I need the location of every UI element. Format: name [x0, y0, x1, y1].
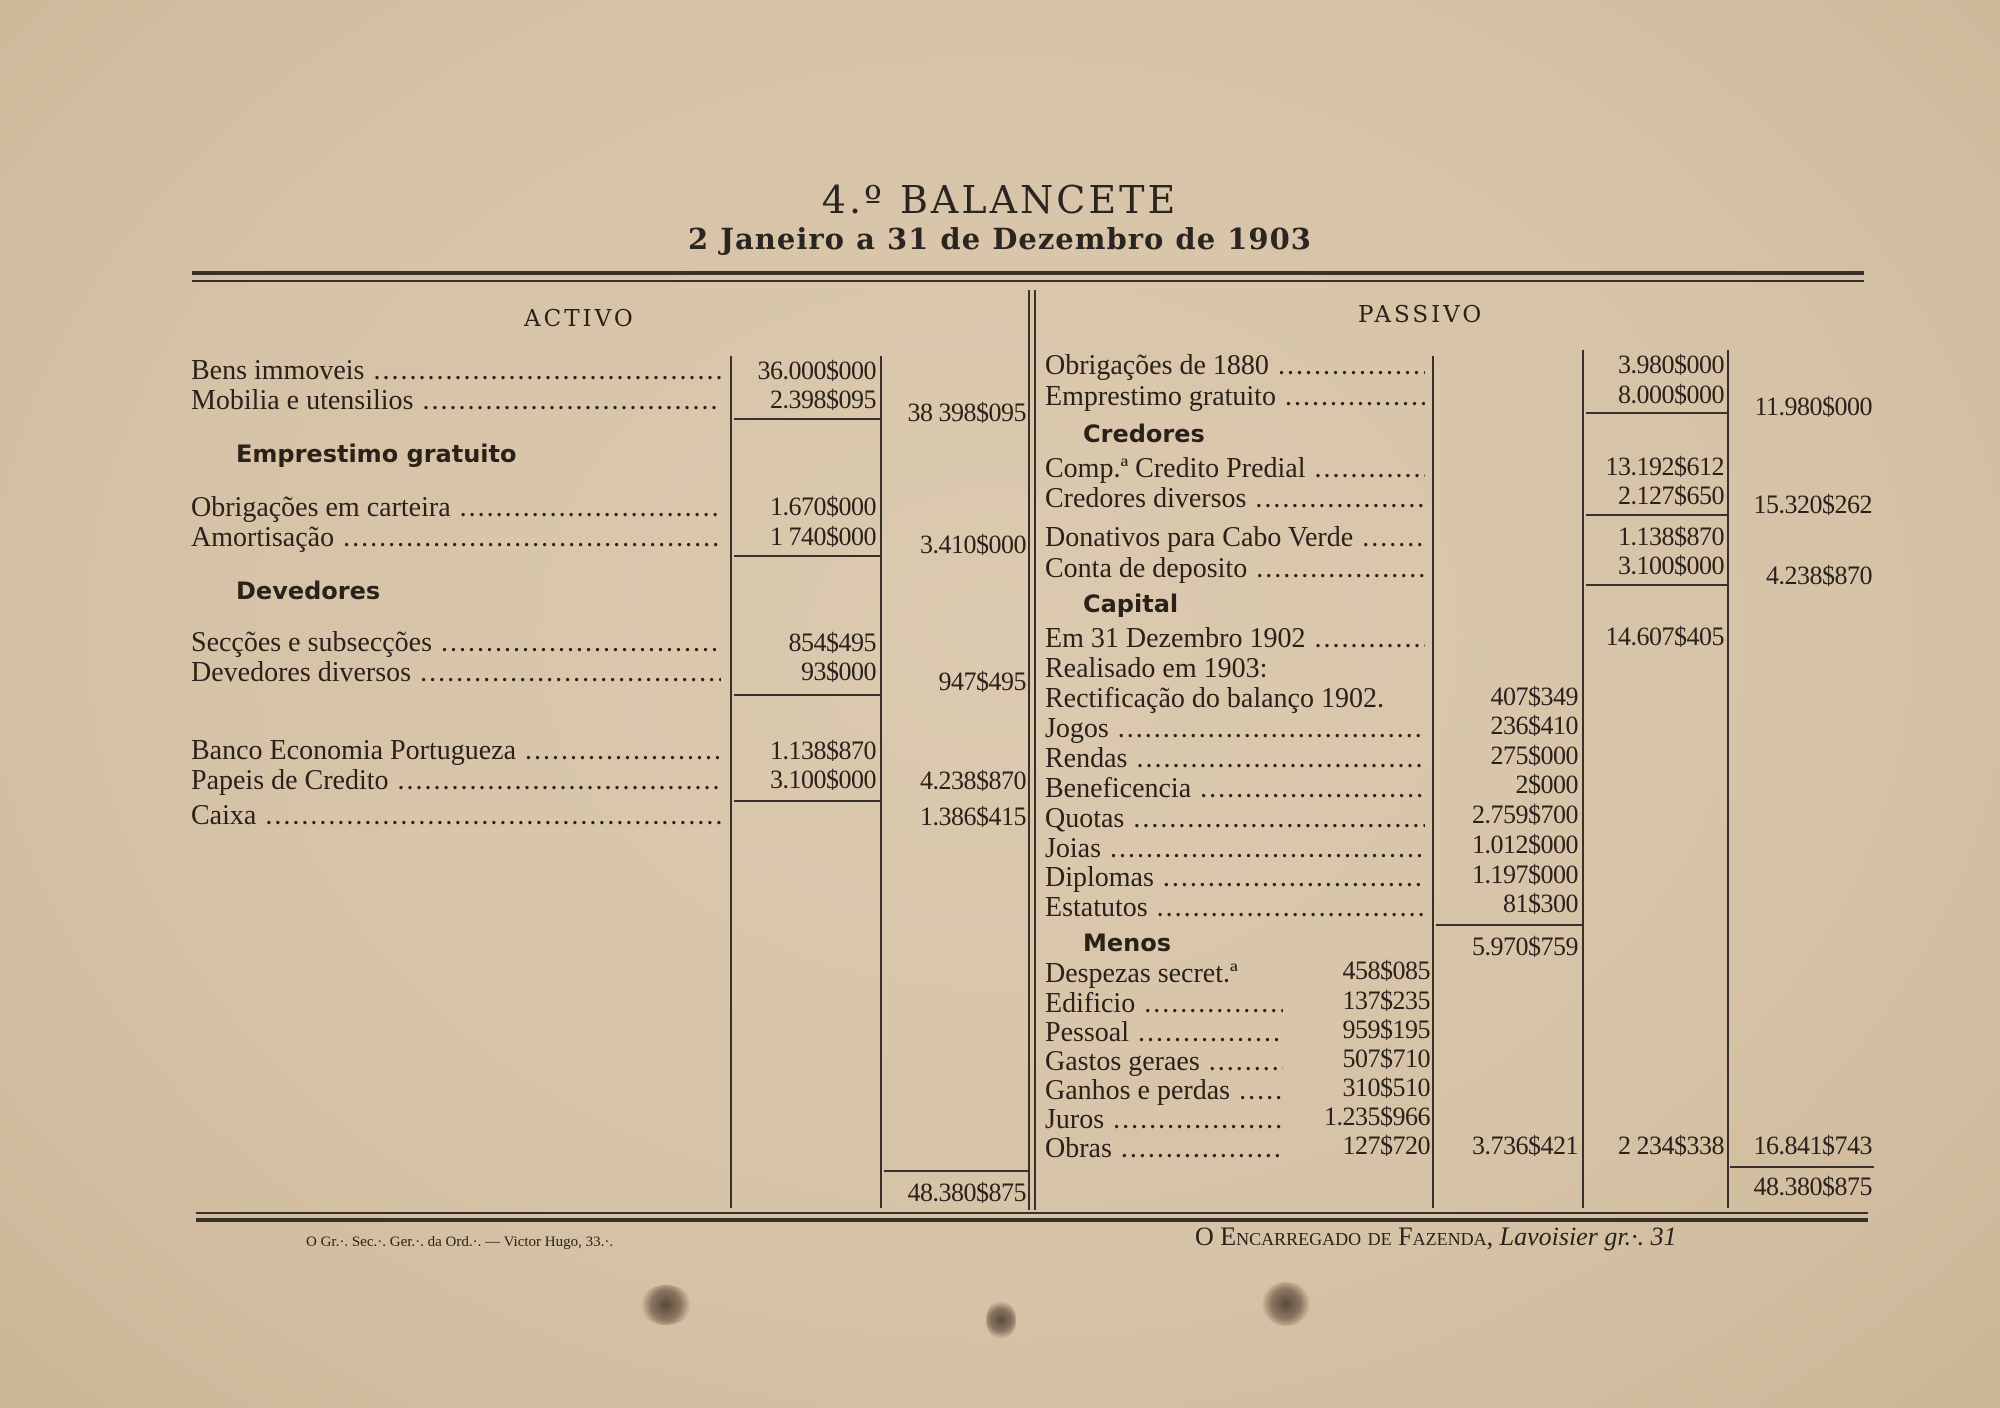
passivo-value-a: 1.235$966 [1324, 1102, 1430, 1131]
passivo-label: Obras ..... [1045, 1133, 1283, 1165]
passivo-value-c: 8.000$000 [1618, 380, 1724, 409]
passivo-label: Credores diversos ..... [1045, 483, 1425, 515]
footer-role: O Encarregado de Fazenda, [1195, 1222, 1494, 1251]
passivo-label: Obrigações de 1880 ..... [1045, 350, 1425, 382]
passivo-label: Quotas ..... [1045, 803, 1425, 835]
activo-label: Caixa ..... [191, 800, 721, 832]
activo-section-heading: Devedores [236, 577, 381, 605]
activo-label: Papeis de Credito ..... [191, 765, 721, 797]
passivo-section-heading: Credores [1083, 420, 1205, 448]
page-title: 4.º BALANCETE [821, 178, 1179, 222]
activo-sum-rule [734, 800, 880, 802]
passivo-value-b: 236$410 [1490, 711, 1578, 740]
activo-sum-rule [734, 694, 880, 696]
center-divider-1 [1028, 290, 1030, 1210]
binding-hole [1262, 1282, 1310, 1326]
footer-signature: Lavoisier gr.·. 31 [1499, 1222, 1677, 1251]
top-rule-thin [192, 280, 1864, 282]
passivo-value-c: 1.138$870 [1618, 522, 1724, 551]
passivo-label: Rectificação do balanço 1902. [1045, 683, 1384, 714]
passivo-value-c: 13.192$612 [1605, 452, 1724, 481]
passivo-label: Edificio ..... [1045, 988, 1283, 1020]
activo-value-a: 93$000 [801, 657, 876, 686]
passivo-label: Donativos para Cabo Verde ..... [1045, 522, 1425, 554]
passivo-label: Rendas ..... [1045, 743, 1425, 775]
passivo-sum-rule [1436, 924, 1582, 926]
passivo-sum-rule [1586, 412, 1728, 414]
activo-value-a: 3.100$000 [770, 765, 876, 794]
activo-value-b: 4.238$870 [920, 766, 1026, 795]
passivo-value-c: 2.127$650 [1618, 481, 1724, 510]
center-divider-2 [1034, 290, 1036, 1210]
top-rule [192, 271, 1864, 275]
passivo-heading: PASSIVO [1358, 302, 1485, 328]
activo-value-b: 38 398$095 [907, 398, 1026, 427]
passivo-value-b: 2.759$700 [1472, 800, 1578, 829]
passivo-value-a: 458$085 [1342, 956, 1430, 985]
passivo-value-b: 407$349 [1490, 682, 1578, 711]
activo-value-a: 36.000$000 [757, 356, 876, 385]
activo-value-b: 1.386$415 [920, 802, 1026, 831]
binding-hole [640, 1285, 692, 1325]
footer-signature-line [1195, 1222, 1677, 1252]
passivo-value-b: 1.197$000 [1472, 860, 1578, 889]
activo-value-b: 947$495 [938, 667, 1026, 696]
page-subtitle: 2 Janeiro a 31 de Dezembro de 1903 [688, 222, 1312, 256]
activo-sum-rule [734, 418, 880, 420]
passivo-value-d: 4.238$870 [1766, 561, 1872, 590]
passivo-value-c: 14.607$405 [1605, 622, 1724, 651]
passivo-label: Joias ..... [1045, 833, 1425, 865]
passivo-label: Realisado em 1903: [1045, 653, 1268, 684]
footer-address: O Gr.·. Sec.·. Ger.·. da Ord.·. — Victor Hugo, 33.·. [306, 1234, 614, 1250]
activo-value-a: 1.138$870 [770, 736, 876, 765]
activo-value-a: 2.398$095 [770, 385, 876, 414]
passivo-value-a: 127$720 [1342, 1131, 1430, 1160]
activo-value-a: 1 740$000 [770, 522, 876, 551]
passivo-value-a: 959$195 [1342, 1015, 1430, 1044]
passivo-label: Estatutos ..... [1045, 892, 1425, 924]
passivo-section-heading: Menos [1083, 929, 1172, 957]
passivo-value-c: 3.980$000 [1618, 350, 1724, 379]
activo-label: Banco Economia Portugueza ..... [191, 735, 721, 767]
activo-label: Mobilia e utensilios ..... [191, 385, 721, 417]
activo-label: Bens immoveis ..... [191, 355, 721, 387]
passivo-label: Em 31 Dezembro 1902 ..... [1045, 623, 1425, 655]
activo-heading: ACTIVO [524, 306, 636, 332]
passivo-sum-rule [1586, 514, 1728, 516]
passivo-value-a: 137$235 [1342, 986, 1430, 1015]
binding-hole [986, 1300, 1016, 1340]
passivo-value-b: 3.736$421 [1472, 1131, 1578, 1160]
activo-label: Amortisação ..... [191, 522, 721, 554]
passivo-value-a: 507$710 [1342, 1044, 1430, 1073]
passivo-value-c: 2 234$338 [1618, 1131, 1724, 1160]
passivo-label: Beneficencia ..... [1045, 773, 1425, 805]
passivo-label: Ganhos e perdas ..... [1045, 1075, 1283, 1107]
passivo-label: Despezas secret.ª [1045, 958, 1238, 989]
passivo-label: Gastos geraes ..... [1045, 1046, 1283, 1078]
passivo-label: Comp.ª Credito Predial ..... [1045, 453, 1425, 485]
activo-value-a: 1.670$000 [770, 492, 876, 521]
passivo-value-b: 1.012$000 [1472, 830, 1578, 859]
passivo-subtotal: 5.970$759 [1472, 932, 1578, 961]
passivo-value-a: 310$510 [1342, 1073, 1430, 1102]
passivo-total: 48.380$875 [1753, 1172, 1872, 1201]
passivo-value-b: 81$300 [1503, 889, 1578, 918]
activo-value-b: 3.410$000 [920, 530, 1026, 559]
activo-section-heading: Emprestimo gratuito [236, 440, 517, 468]
passivo-sum-rule [1586, 584, 1728, 586]
passivo-label: Pessoal ..... [1045, 1017, 1283, 1049]
passivo-label: Diplomas ..... [1045, 862, 1425, 894]
passivo-value-d: 11.980$000 [1754, 392, 1872, 421]
activo-sum-rule [734, 555, 880, 557]
activo-value-a: 854$495 [788, 628, 876, 657]
passivo-value-d: 15.320$262 [1753, 490, 1872, 519]
activo-label: Secções e subsecções ..... [191, 627, 721, 659]
passivo-value-b: 2$000 [1515, 770, 1578, 799]
passivo-value-d: 16.841$743 [1753, 1131, 1872, 1160]
activo-label: Devedores diversos ..... [191, 657, 721, 689]
passivo-label: Emprestimo gratuito ..... [1045, 381, 1425, 413]
passivo-value-b: 275$000 [1490, 741, 1578, 770]
activo-label: Obrigações em carteira ..... [191, 492, 721, 524]
passivo-section-heading: Capital [1083, 590, 1179, 618]
activo-total: 48.380$875 [907, 1178, 1026, 1207]
passivo-label: Juros ..... [1045, 1104, 1283, 1136]
passivo-col-d-left [1727, 350, 1729, 1208]
passivo-total-rule [1730, 1166, 1874, 1168]
passivo-label: Conta de deposito ..... [1045, 553, 1425, 585]
passivo-value-c: 3.100$000 [1618, 551, 1724, 580]
bottom-rule-thin [196, 1212, 1868, 1214]
passivo-label: Jogos ..... [1045, 713, 1425, 745]
activo-total-rule [884, 1170, 1028, 1172]
